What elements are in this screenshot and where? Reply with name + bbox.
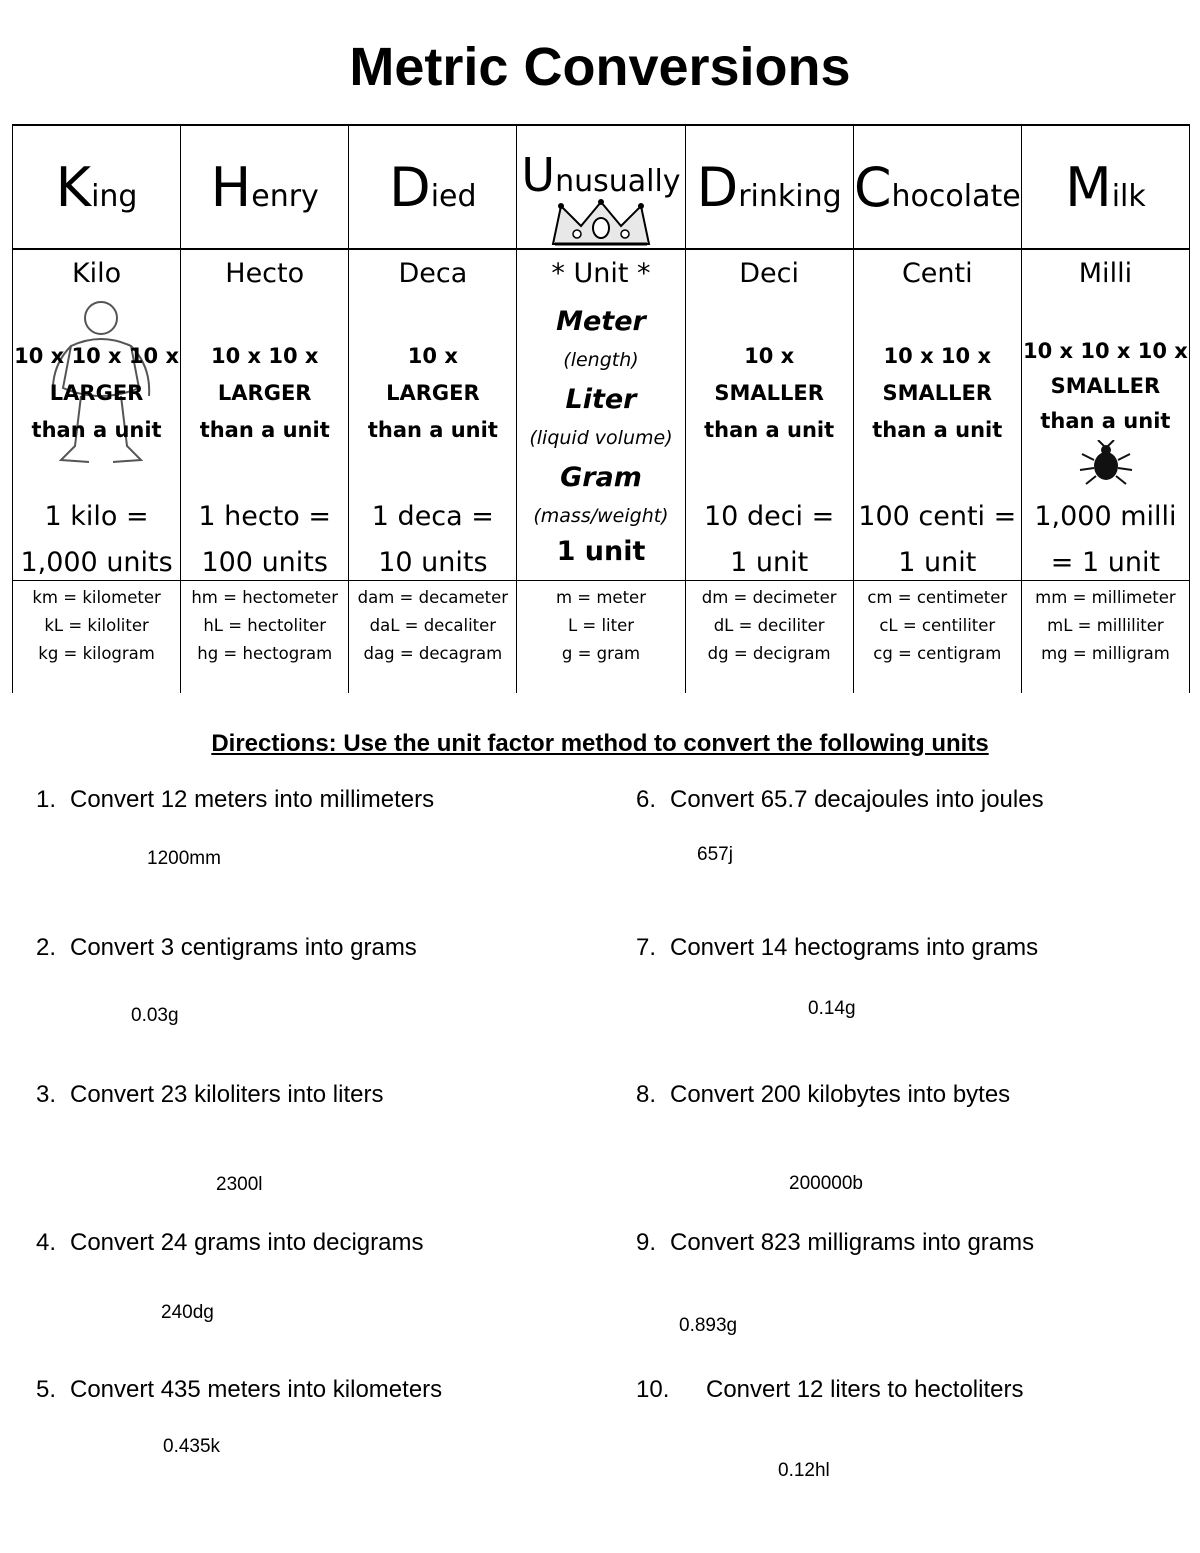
mnemonic-cell: Died xyxy=(349,125,517,249)
question-2: 2. Convert 3 centigrams into grams xyxy=(36,934,417,961)
answer-7: 0.14g xyxy=(808,998,856,1019)
prefix-factor: 10 x SMALLER than a unit xyxy=(704,344,835,442)
prefix-factor: 10 x LARGER than a unit xyxy=(367,344,498,442)
prefix-name: Centi xyxy=(901,258,973,289)
prefix-equivalence: 1 hecto = 100 units xyxy=(198,501,332,578)
mnemonic-cell: Chocolate xyxy=(853,125,1021,249)
prefix-factor: 10 x 10 x 10 x LARGER than a unit xyxy=(14,344,179,442)
mnemonic-cell: Drinking xyxy=(685,125,853,249)
prefix-cell-unit xyxy=(517,249,685,581)
prefix-cell-hecto xyxy=(181,249,349,581)
abbreviation-cell: hm = hectometer hL = hectoliter hg = hectogram xyxy=(181,581,349,694)
prefix-factor: 10 x 10 x LARGER than a unit xyxy=(199,344,330,442)
prefix-cell-deca xyxy=(349,249,517,581)
mnemonic-cell: Unusually xyxy=(517,125,685,249)
answer-3: 2300l xyxy=(216,1174,263,1195)
answer-5: 0.435k xyxy=(163,1436,221,1457)
prefix-cell-deci xyxy=(685,249,853,581)
prefix-factor: 10 x 10 x SMALLER than a unit xyxy=(872,344,1003,442)
prefix-cell-milli xyxy=(1021,249,1189,581)
question-10: 10. Convert 12 liters to hectoliters xyxy=(636,1376,1024,1403)
answer-10: 0.12hl xyxy=(778,1460,830,1481)
page-title: Metric Conversions xyxy=(349,37,851,97)
prefix-equivalence: 1 kilo = 1,000 units xyxy=(20,501,173,578)
question-5: 5. Convert 435 meters into kilometers xyxy=(36,1376,443,1403)
abbreviation-cell: m = meter L = liter g = gram xyxy=(517,581,685,694)
abbreviation-cell: cm = centimeter cL = centiliter cg = centigram xyxy=(853,581,1021,694)
prefix-equivalence: 1 unit xyxy=(556,536,646,567)
prefix-equivalence: 100 centi = 1 unit xyxy=(858,501,1017,578)
question-9: 9. Convert 823 milligrams into grams xyxy=(636,1229,1035,1256)
prefix-equivalence: 1,000 milli = 1 unit xyxy=(1034,501,1177,578)
prefix-name: * Unit * xyxy=(551,258,651,289)
crown-icon xyxy=(547,198,655,250)
prefix-cell-centi xyxy=(853,249,1021,581)
answer-4: 240dg xyxy=(161,1302,214,1323)
prefix-name: Milli xyxy=(1078,258,1133,289)
mnemonic-cell: Milk xyxy=(1021,125,1189,249)
mnemonic-row xyxy=(13,125,1190,249)
abbreviation-cell: km = kilometer kL = kiloliter kg = kilogram xyxy=(13,581,181,694)
question-7: 7. Convert 14 hectograms into grams xyxy=(636,934,1039,961)
answer-2: 0.03g xyxy=(131,1005,179,1026)
prefix-name: Kilo xyxy=(71,258,122,289)
directions-heading: Directions: Use the unit factor method to convert the following units xyxy=(211,730,989,757)
answer-8: 200000b xyxy=(789,1173,863,1194)
metric-prefix-chart xyxy=(12,124,1190,693)
prefix-name: Deca xyxy=(398,258,468,289)
prefix-cell-kilo xyxy=(13,249,181,581)
answer-9: 0.893g xyxy=(679,1315,738,1336)
abbreviation-cell: mm = millimeter mL = milliliter mg = milligram xyxy=(1021,581,1189,694)
bug-icon xyxy=(1074,440,1136,488)
question-6: 6. Convert 65.7 decajoules into joules xyxy=(636,786,1044,813)
prefix-factor: 10 x 10 x 10 x SMALLER than a unit xyxy=(1022,339,1188,433)
question-4: 4. Convert 24 grams into decigrams xyxy=(36,1229,424,1256)
abbreviation-cell: dam = decameter daL = decaliter dag = decagram xyxy=(349,581,517,694)
question-8: 8. Convert 200 kilobytes into bytes xyxy=(636,1081,1011,1108)
question-3: 3. Convert 23 kiloliters into liters xyxy=(36,1081,384,1108)
answer-1: 1200mm xyxy=(147,848,221,869)
mnemonic-cell: Henry xyxy=(181,125,349,249)
abbreviation-cell: dm = decimeter dL = deciliter dg = decigram xyxy=(685,581,853,694)
prefix-info-row xyxy=(13,249,1190,581)
abbreviation-row xyxy=(13,581,1190,694)
base-units: Meter (length) Liter (liquid volume) Gram (mass/weight) xyxy=(529,306,673,527)
mnemonic-cell: King xyxy=(13,125,181,249)
prefix-equivalence: 10 deci = 1 unit xyxy=(704,501,835,578)
answer-6: 657j xyxy=(697,844,733,865)
prefix-equivalence: 1 deca = 10 units xyxy=(371,501,494,578)
question-1: 1. Convert 12 meters into millimeters xyxy=(36,786,435,813)
prefix-name: Deci xyxy=(739,258,799,289)
prefix-name: Hecto xyxy=(225,258,305,289)
